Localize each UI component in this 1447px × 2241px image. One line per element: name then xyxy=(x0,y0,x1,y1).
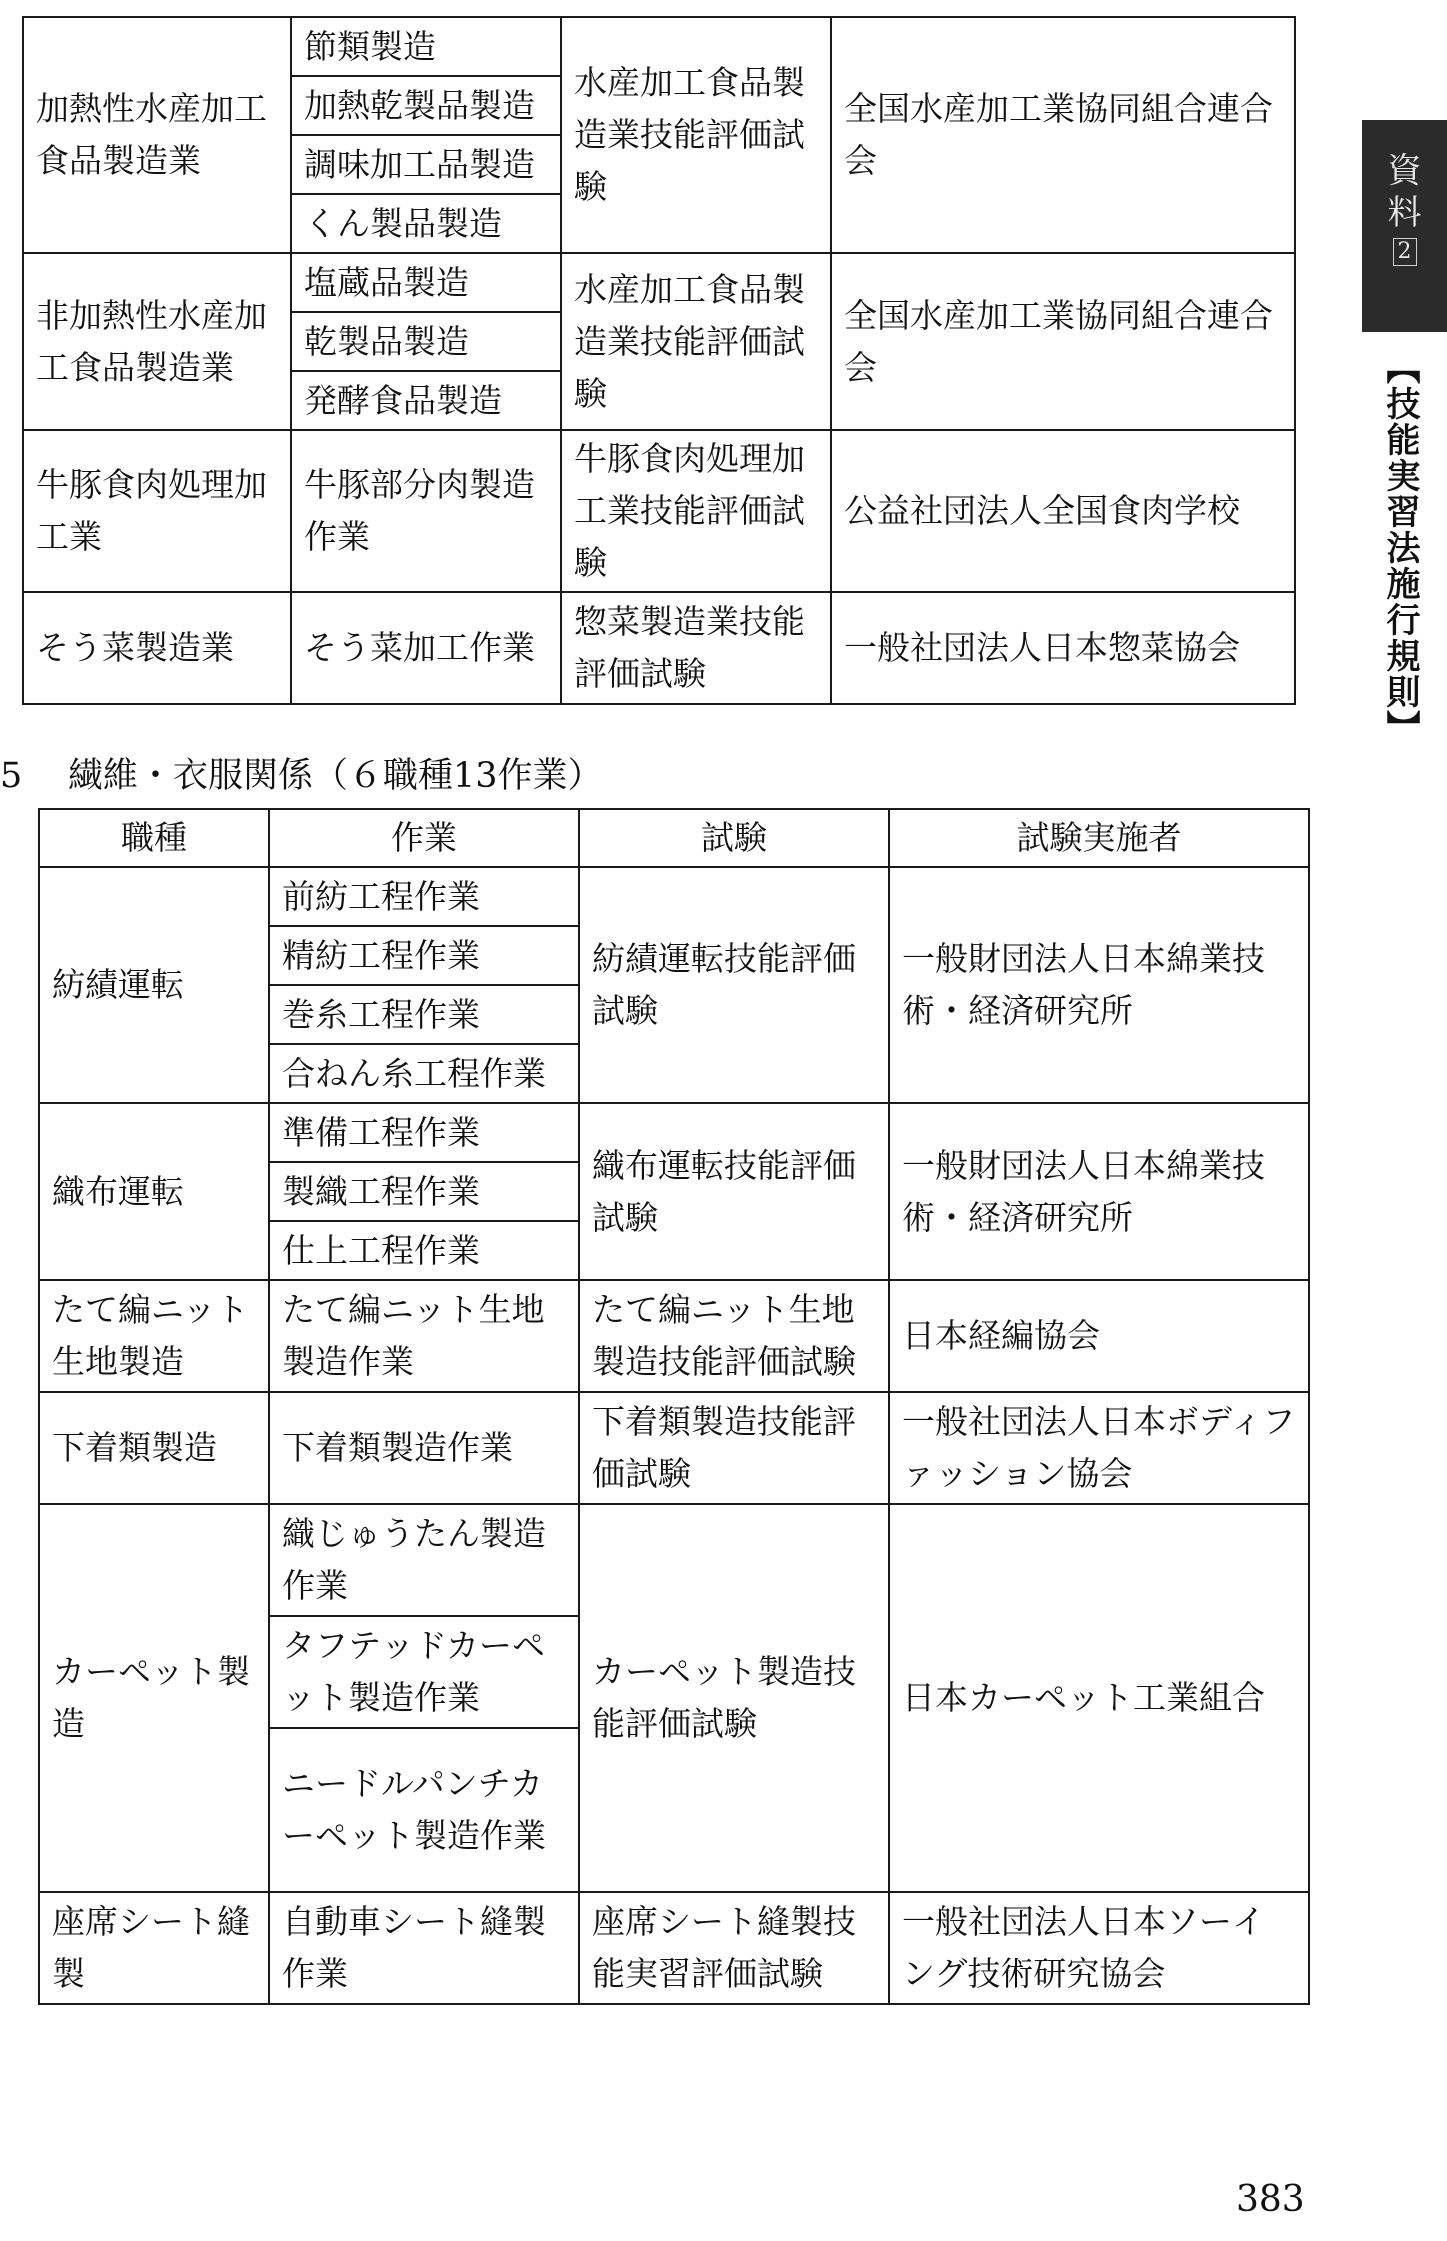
exam-cell: 水産加工食品製造業技能評価試験 xyxy=(561,17,831,253)
task-cell: 製織工程作業 xyxy=(269,1162,579,1221)
column-header: 試験実施者 xyxy=(889,809,1309,867)
task-cell: 前紡工程作業 xyxy=(269,867,579,926)
table-row xyxy=(23,430,1295,592)
exam-cell: 座席シート縫製技能実習評価試験 xyxy=(579,1892,889,2004)
section-heading xyxy=(0,752,603,800)
exam-cell: 紡績運転技能評価試験 xyxy=(579,867,889,1103)
exam-cell: 牛豚食肉処理加工業技能評価試験 xyxy=(561,430,831,592)
table-row xyxy=(39,867,1309,926)
top-table xyxy=(22,16,1296,705)
occupation-cell: カーペット製造 xyxy=(39,1504,269,1892)
occupation-cell: 紡績運転 xyxy=(39,867,269,1103)
column-header: 作業 xyxy=(269,809,579,867)
task-cell: 準備工程作業 xyxy=(269,1103,579,1162)
column-header: 職種 xyxy=(39,809,269,867)
task-cell: 巻糸工程作業 xyxy=(269,985,579,1044)
side-tab-char: 資 xyxy=(1387,151,1422,191)
exam-cell: 下着類製造技能評価試験 xyxy=(579,1392,889,1504)
table-row xyxy=(39,1392,1309,1504)
task-cell: たて編ニット生地製造作業 xyxy=(269,1280,579,1392)
occupation-cell: 牛豚食肉処理加工業 xyxy=(23,430,291,592)
table-row xyxy=(39,1892,1309,2004)
task-cell: 乾製品製造 xyxy=(291,312,561,371)
section-number: 5 xyxy=(0,756,23,796)
examiner-cell: 一般社団法人日本惣菜協会 xyxy=(831,592,1295,704)
task-cell: 調味加工品製造 xyxy=(291,135,561,194)
examiner-cell: 公益社団法人全国食肉学校 xyxy=(831,430,1295,592)
task-cell: 発酵食品製造 xyxy=(291,371,561,430)
occupation-cell: たて編ニット生地製造 xyxy=(39,1280,269,1392)
table-row xyxy=(39,1103,1309,1162)
examiner-cell: 一般財団法人日本綿業技術・経済研究所 xyxy=(889,1103,1309,1280)
task-cell: 塩蔵品製造 xyxy=(291,253,561,312)
exam-cell: カーペット製造技能評価試験 xyxy=(579,1504,889,1892)
examiner-cell: 一般社団法人日本ソーイング技術研究協会 xyxy=(889,1892,1309,2004)
side-tab-number: 2 xyxy=(1393,238,1417,266)
table-row xyxy=(23,592,1295,704)
occupation-cell: 織布運転 xyxy=(39,1103,269,1280)
examiner-cell: 全国水産加工業協同組合連合会 xyxy=(831,17,1295,253)
examiner-cell: 日本経編協会 xyxy=(889,1280,1309,1392)
occupation-cell: 下着類製造 xyxy=(39,1392,269,1504)
exam-cell: たて編ニット生地製造技能評価試験 xyxy=(579,1280,889,1392)
table-row xyxy=(39,1504,1309,1616)
examiner-cell: 一般社団法人日本ボディファッション協会 xyxy=(889,1392,1309,1504)
task-cell: 下着類製造作業 xyxy=(269,1392,579,1504)
task-cell: 自動車シート縫製作業 xyxy=(269,1892,579,2004)
table-row xyxy=(23,17,1295,76)
bottom-table xyxy=(38,808,1310,2005)
task-cell: 仕上工程作業 xyxy=(269,1221,579,1280)
task-cell: 加熱乾製品製造 xyxy=(291,76,561,135)
task-cell: そう菜加工作業 xyxy=(291,592,561,704)
examiner-cell: 一般財団法人日本綿業技術・経済研究所 xyxy=(889,867,1309,1103)
side-tab xyxy=(1362,120,1447,332)
task-cell: 合ねん糸工程作業 xyxy=(269,1044,579,1103)
table-row xyxy=(39,1280,1309,1392)
table-row xyxy=(23,253,1295,312)
exam-cell: 惣菜製造業技能評価試験 xyxy=(561,592,831,704)
column-header: 試験 xyxy=(579,809,889,867)
occupation-cell: 非加熱性水産加工食品製造業 xyxy=(23,253,291,430)
exam-cell: 水産加工食品製造業技能評価試験 xyxy=(561,253,831,430)
task-cell: 精紡工程作業 xyxy=(269,926,579,985)
task-cell: 織じゅうたん製造作業 xyxy=(269,1504,579,1616)
occupation-cell: 座席シート縫製 xyxy=(39,1892,269,2004)
occupation-cell: そう菜製造業 xyxy=(23,592,291,704)
header-row xyxy=(39,809,1309,867)
section-title: 繊維・衣服関係（６職種13作業） xyxy=(68,756,603,796)
task-cell: ニードルパンチカーペット製造作業 xyxy=(269,1728,579,1892)
exam-cell: 織布運転技能評価試験 xyxy=(579,1103,889,1280)
task-cell: 牛豚部分肉製造作業 xyxy=(291,430,561,592)
task-cell: タフテッドカーペット製造作業 xyxy=(269,1616,579,1728)
side-label: 【技能実習法施行規則】 xyxy=(1380,350,1420,746)
examiner-cell: 日本カーペット工業組合 xyxy=(889,1504,1309,1892)
examiner-cell: 全国水産加工業協同組合連合会 xyxy=(831,253,1295,430)
task-cell: くん製品製造 xyxy=(291,194,561,253)
task-cell: 節類製造 xyxy=(291,17,561,76)
page-number: 383 xyxy=(1236,2179,1305,2220)
occupation-cell: 加熱性水産加工食品製造業 xyxy=(23,17,291,253)
side-tab-char: 料 xyxy=(1387,193,1422,233)
